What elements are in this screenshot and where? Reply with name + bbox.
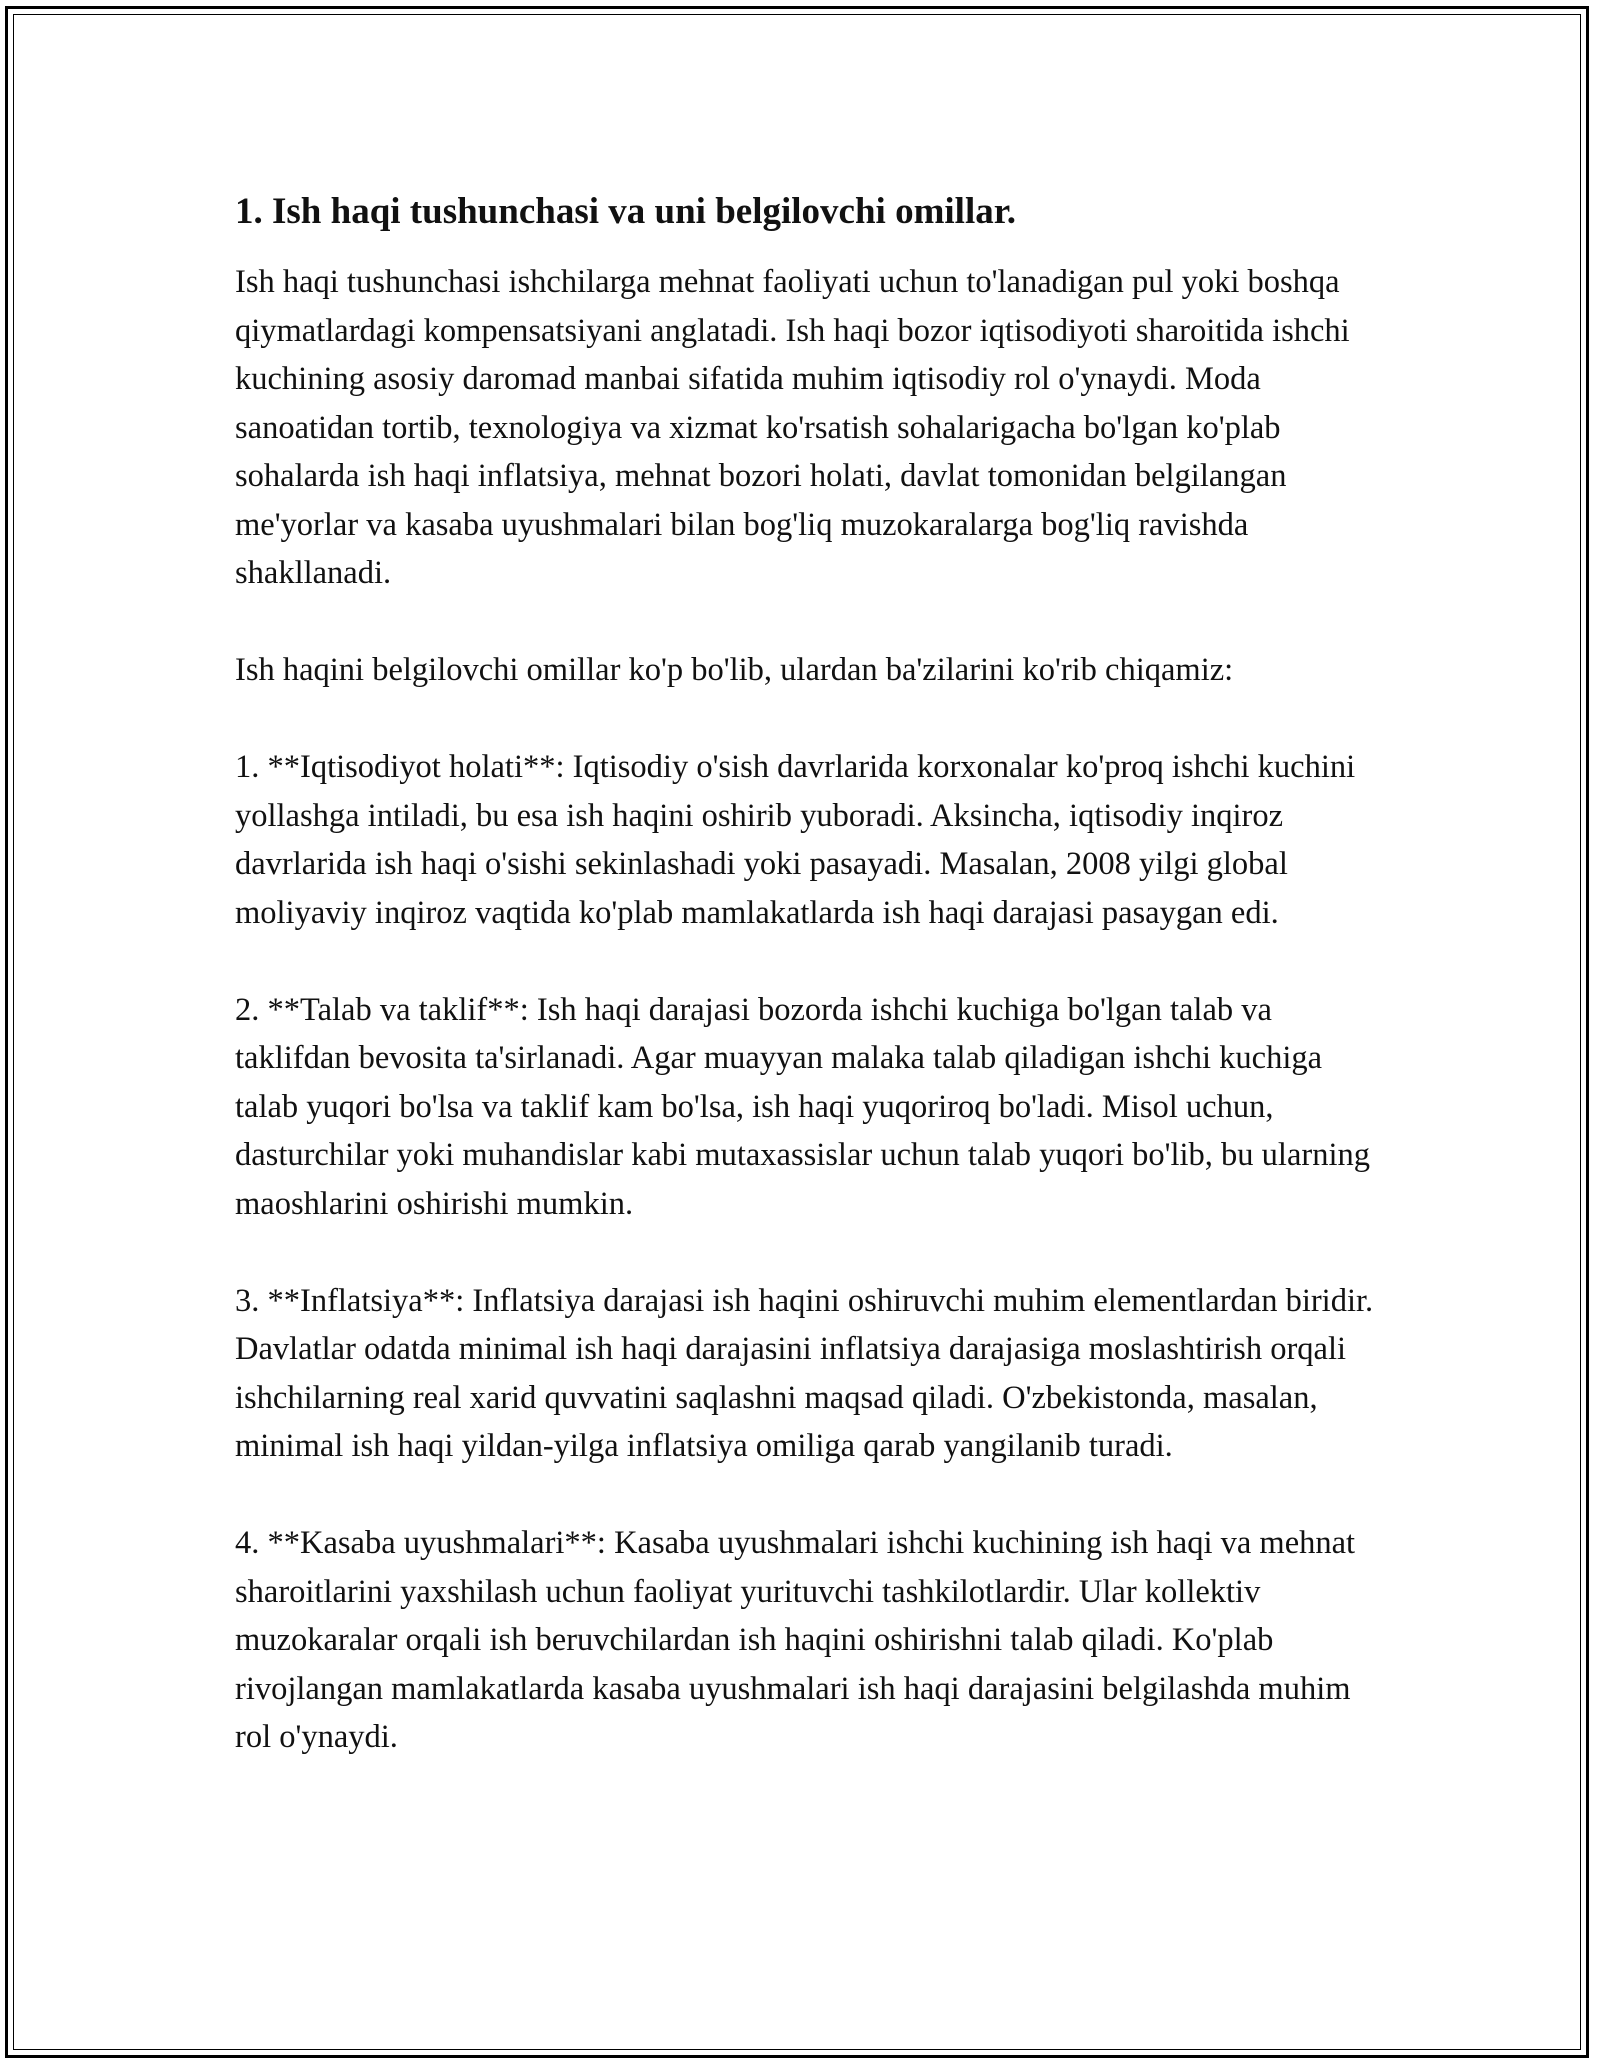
document-body: [235, 186, 1375, 1810]
factor-economy-paragraph: 1. **Iqtisodiyot holati**: Iqtisodiy o'sish davrlarida korxonalar ko'proq ishchi kuchini yollashga intiladi, bu esa ish haqini oshirib yuboradi. Aksincha, iqtisodiy inqiroz davrlarida ish haqi o'sishi sekinlashadi yoki pasayadi. Masalan, 2008 yilgi global moliyaviy inqiroz vaqtida ko'plab mamlakatlarda ish haqi darajasi pasaygan edi.: [235, 749, 1356, 931]
factors-intro-paragraph: Ish haqini belgilovchi omillar ko'p bo'lib, ulardan ba'zilarini ko'rib chiqamiz:: [235, 652, 1234, 688]
intro-paragraph: Ish haqi tushunchasi ishchilarga mehnat faoliyati uchun to'lanadigan pul yoki boshqa qiymatlardagi kompensatsiyani anglatadi. Ish haqi bozor iqtisodiyoti sharoitida ishchi kuchining asosiy daromad manbai sifatida muhim iqtisodiy rol o'ynaydi. Moda sanoatidan tortib, texnologiya va xizmat ko'rsatish sohalarigacha bo'lgan ko'plab sohalarda ish haqi inflatsiya, mehnat bozori holati, davlat tomonidan belgilangan me'yorlar va kasaba uyushmalari bilan bog'liq muzokaralarga bog'liq ravishda shakllanadi.: [235, 264, 1350, 591]
factor-trade-unions-paragraph: 4. **Kasaba uyushmalari**: Kasaba uyushmalari ishchi kuchining ish haqi va mehnat sharoitlarini yaxshilash uchun faoliyat yurituvchi tashkilotlardir. Ular kollektiv muzokaralar orqali ish beruvchilardan ish haqini oshirishni talab qiladi. Ko'plab rivojlangan mamlakatlarda kasaba uyushmalari ish haqi darajasini belgilashda muhim rol o'ynaydi.: [235, 1525, 1356, 1755]
document-title: 1. Ish haqi tushunchasi va uni belgilovchi omillar.: [235, 191, 1017, 232]
factor-inflation-paragraph: 3. **Inflatsiya**: Inflatsiya darajasi ish haqini oshiruvchi muhim elementlardan biridir. Davlatlar odatda minimal ish haqi darajasini inflatsiya darajasiga moslashtirish orqali ishchilarning real xarid quvvatini saqlashni maqsad qiladi. O'zbekistonda, masalan, minimal ish haqi yildan-yilga inflatsiya omiliga qarab yangilanib turadi.: [235, 1282, 1374, 1464]
factor-supply-demand-paragraph: 2. **Talab va taklif**: Ish haqi darajasi bozorda ishchi kuchiga bo'lgan talab va taklifdan bevosita ta'sirlanadi. Agar muayyan malaka talab qiladigan ishchi kuchiga talab yuqori bo'lsa va taklif kam bo'lsa, ish haqi yuqoriroq bo'ladi. Misol uchun, dasturchilar yoki muhandislar kabi mutaxassislar uchun talab yuqori bo'lib, bu ularning maoshlarini oshirishi mumkin.: [235, 991, 1370, 1222]
